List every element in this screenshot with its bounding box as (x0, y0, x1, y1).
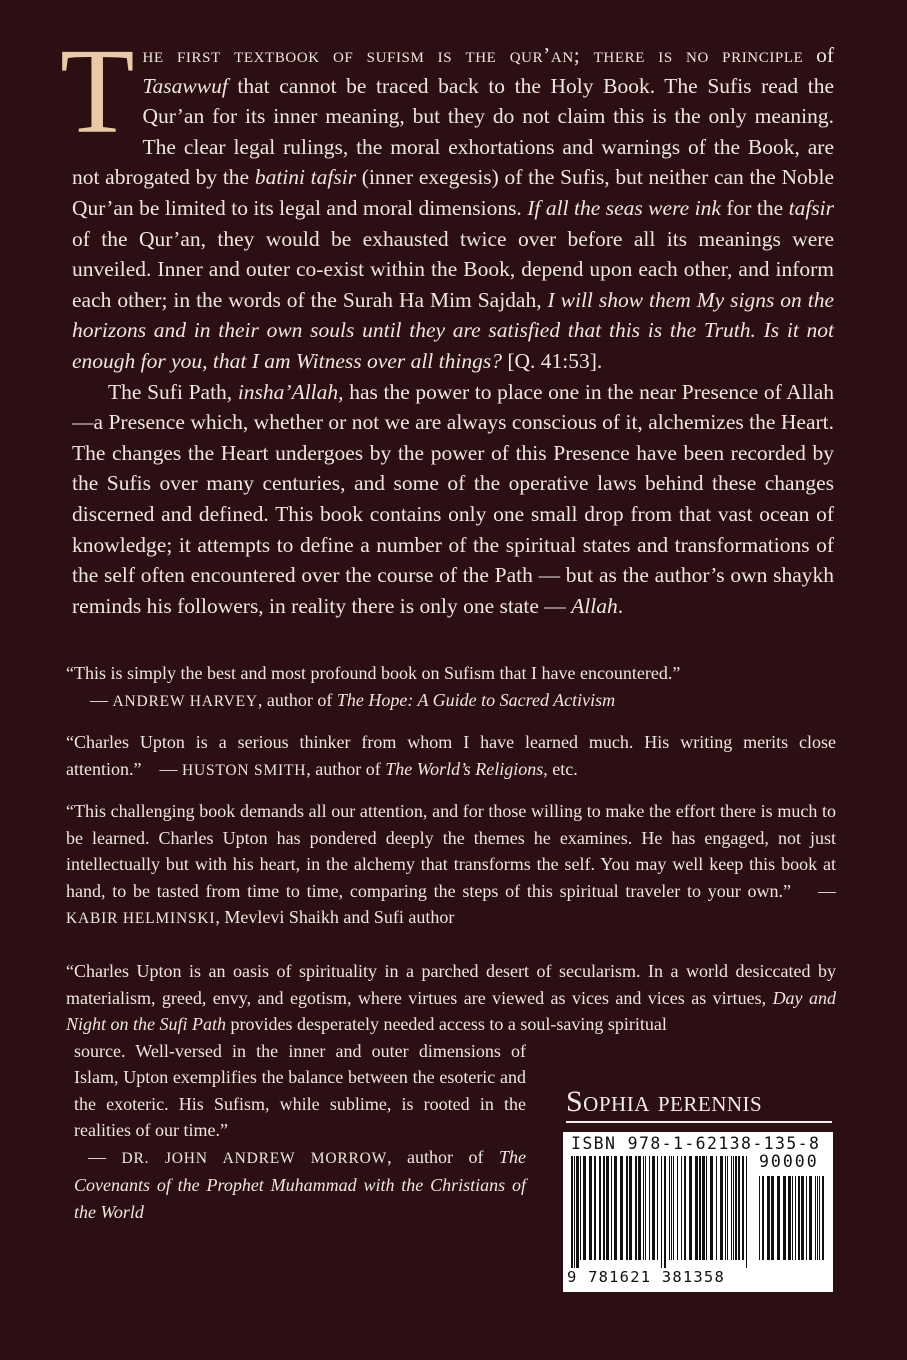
endorser-name: DR. JOHN ANDREW MORROW (121, 1149, 388, 1167)
barcode-bar (716, 1156, 717, 1260)
barcode-bar (629, 1156, 632, 1260)
barcode-bar (594, 1156, 596, 1260)
barcode-bar (720, 1156, 723, 1260)
barcode-bar (576, 1156, 579, 1268)
barcode-bar (614, 1156, 617, 1260)
text-run: , etc. (543, 758, 578, 779)
barcode-bar (762, 1176, 764, 1260)
barcode-bar (706, 1156, 707, 1260)
endorsement-attribution (66, 1144, 526, 1226)
italic-term: Allah (571, 593, 618, 618)
quran-quote: I will show them My signs on the horizons and in their own souls until they are satisfied that this is the Truth. Is it not enough for you, that I am Witness over all things? (72, 287, 834, 373)
dash: — (90, 689, 113, 710)
barcode-bar (583, 1156, 586, 1260)
back-cover-blurb (60, 24, 834, 621)
text-run: (inner exegesis) of the Sufis, but neither can the Noble Qur’an be limited to its legal and moral dimensions. (72, 165, 834, 220)
barcode-bar (822, 1176, 824, 1260)
endorsement-text: “This challenging book demands all our attention, and for those willing to make the effort there is much to be learned. Charles Upton has pondered deeply the themes he examines. He has engaged, not just intellectually but with his heart, in the alchemy that transforms the self. You may well keep this book at hand, to be tasted from time to time, comparing the steps of this spiritual traveler to your own.” (66, 801, 836, 901)
dash: — (88, 1146, 122, 1167)
publisher-rule (566, 1121, 832, 1123)
endorsement-smith (66, 729, 836, 784)
barcode-bar (661, 1156, 662, 1268)
barcode-bar (815, 1176, 816, 1260)
italic-term: Tasawwuf (142, 73, 228, 98)
endorser-role: , author of (306, 758, 386, 779)
barcode-bar (673, 1156, 674, 1260)
barcode-bar (649, 1156, 650, 1260)
barcode-bar (635, 1156, 637, 1260)
publisher-logo: Sophia perennis (566, 1085, 763, 1118)
text-run: for the (720, 195, 789, 220)
barcode-bar (603, 1156, 605, 1260)
barcode-bar (669, 1156, 670, 1260)
barcode-bar (817, 1176, 818, 1260)
isbn-barcode (563, 1132, 833, 1292)
text-run: [Q. 41:53]. (501, 348, 603, 373)
barcode-bar (759, 1176, 760, 1260)
barcode-bar (746, 1156, 747, 1268)
endorser-role: , author of (387, 1146, 500, 1167)
book-title: Day and Night on the Sufi Path (66, 987, 836, 1034)
barcode-bar (806, 1176, 807, 1260)
barcode-bar (725, 1156, 726, 1260)
italic-term: If all the seas were ink (527, 195, 721, 220)
text-run: of (803, 43, 834, 67)
endorser-role: , Mevlevi Shaikh and Sufi author (215, 907, 455, 927)
barcode-bar (801, 1176, 804, 1260)
endorser-role: , author of (257, 689, 337, 710)
barcode-bar (742, 1156, 744, 1260)
endorsement-text: “Charles Upton is a serious thinker from whom I have learned much. His writing merits close attention.” (66, 732, 836, 779)
italic-term: batini tafsir (254, 165, 357, 190)
barcode-bar (731, 1156, 732, 1260)
text-run: provides desperately needed access to a soul-saving spiritual (226, 1014, 667, 1034)
blurb-paragraph-2 (72, 377, 834, 622)
barcode-bar (599, 1156, 601, 1260)
addon-bars (759, 1176, 825, 1268)
barcode-bar (792, 1176, 793, 1260)
ean-bars (571, 1156, 751, 1268)
barcode-bar (589, 1156, 592, 1260)
barcode-bar (611, 1156, 612, 1260)
barcode-bar (727, 1156, 728, 1260)
dash: — (159, 758, 182, 779)
text-run: that cannot be traced back to the Holy Book. The Sufis read the Qur’an for its inner meaning, but they do not claim this is the only meaning. The clear legal rulings, the moral exhortations and warnings of the Book, are not abrogated by the (72, 73, 834, 190)
barcode-bar (643, 1156, 644, 1260)
barcode-bar (702, 1156, 705, 1260)
text-run: “Charles Upton is an oasis of spirituality in a parched desert of secularism. In a world desiccated by materialism, greed, envy, and egotism, where virtues are viewed as vices and vices as virtues, (66, 961, 836, 1008)
barcode-bar (574, 1156, 575, 1268)
barcode-bar (664, 1156, 666, 1268)
barcode-bar (677, 1156, 678, 1260)
barcode-bar (695, 1156, 698, 1260)
barcode-bar (638, 1156, 641, 1260)
barcode-bar (795, 1176, 796, 1260)
text-run: The Sufi Path, (108, 379, 238, 404)
blurb-paragraph-1 (60, 24, 834, 377)
barcode-bar (809, 1176, 812, 1260)
barcode-bar (684, 1156, 686, 1260)
endorsement-harvey (66, 660, 836, 715)
barcode-bar (580, 1156, 581, 1260)
text-run: of the Qur’an, they would be exhausted twice over before all its meanings were unveiled. Inner and outer co-exist within the Book, depend upon each other, and inform each other; in the words of the Surah Ha Mim Sajdah, (72, 226, 834, 312)
barcode-bar (626, 1156, 628, 1260)
text-run: , has the power to place one in the near Presence of Allah—a Presence which, whether or not we are always conscious of it, alchemizes the Heart. The changes the Heart undergoes by the power of this Presence have been recorded by the Sufis over many centuries, and some of the operative laws behind these changes discerned and defined. This book contains only one small drop from that vast ocean of knowledge; it attempts to define a number of the spiritual states and transformations of the self often encountered over the course of the Path — but as the author’s own shaykh reminds his followers, in reality there is only one state — (72, 379, 834, 618)
barcode-bar (783, 1176, 786, 1260)
endorser-name: ANDREW HARVEY (112, 692, 258, 710)
dash: — (818, 880, 836, 901)
ean-digits: 9 781621 381358 (567, 1268, 725, 1286)
barcode-bar (681, 1156, 682, 1260)
barcode-bar (738, 1156, 740, 1260)
barcode-bar (788, 1176, 791, 1260)
endorsement-attribution (66, 687, 836, 716)
endorsement-text: “This is simply the best and most profound book on Sufism that I have encountered.” (66, 663, 681, 683)
endorser-book-title: The Hope: A Guide to Sacred Activism (336, 689, 616, 710)
barcode-bar (699, 1156, 701, 1260)
barcode-bar (771, 1176, 774, 1260)
barcode-bar (767, 1176, 770, 1260)
endorser-name: HUSTON SMITH (181, 761, 307, 779)
text-run: . (617, 593, 624, 618)
endorser-book-title: The Covenants of the Prophet Muhammad with the Christians of the World (74, 1146, 527, 1222)
barcode-bar (671, 1156, 672, 1260)
endorsement-text (66, 958, 836, 1038)
barcode-bar (777, 1176, 780, 1260)
barcode-bar (571, 1156, 573, 1268)
drop-cap: T (60, 24, 135, 159)
lead-smallcaps: he first textbook of sufism is the qur’an; there is no principle (142, 43, 804, 67)
barcode-bar (733, 1156, 734, 1260)
italic-term: tafsir (788, 195, 834, 220)
isbn-number: ISBN 978-1-62138-135-8 (571, 1134, 821, 1153)
barcode-bar (620, 1156, 623, 1260)
barcode-bar (798, 1176, 800, 1260)
endorser-book-title: The World’s Religions (385, 758, 544, 779)
blurb-text (60, 24, 834, 621)
price-addon-number: 90000 (759, 1152, 819, 1171)
endorsement-helminski (66, 798, 836, 933)
barcode-bar (710, 1156, 713, 1260)
barcode-bar (645, 1156, 646, 1260)
endorsements (66, 660, 836, 947)
barcode-bar (606, 1156, 609, 1260)
barcode-bar (657, 1156, 658, 1260)
italic-term: insha’Allah (237, 379, 339, 404)
barcode-bar (689, 1156, 692, 1260)
barcode-bar (735, 1156, 737, 1260)
barcode-bar (819, 1176, 820, 1260)
endorser-name: KABIR HELMINSKI (66, 910, 216, 927)
barcode-bar (652, 1156, 655, 1260)
endorsement-text-cont: source. Well-versed in the inner and outer dimensions of Islam, Upton exemplifies the balance between the esoteric and the exoteric. His Sufism, while sublime, is rooted in the realities of our time.” (74, 1040, 526, 1140)
